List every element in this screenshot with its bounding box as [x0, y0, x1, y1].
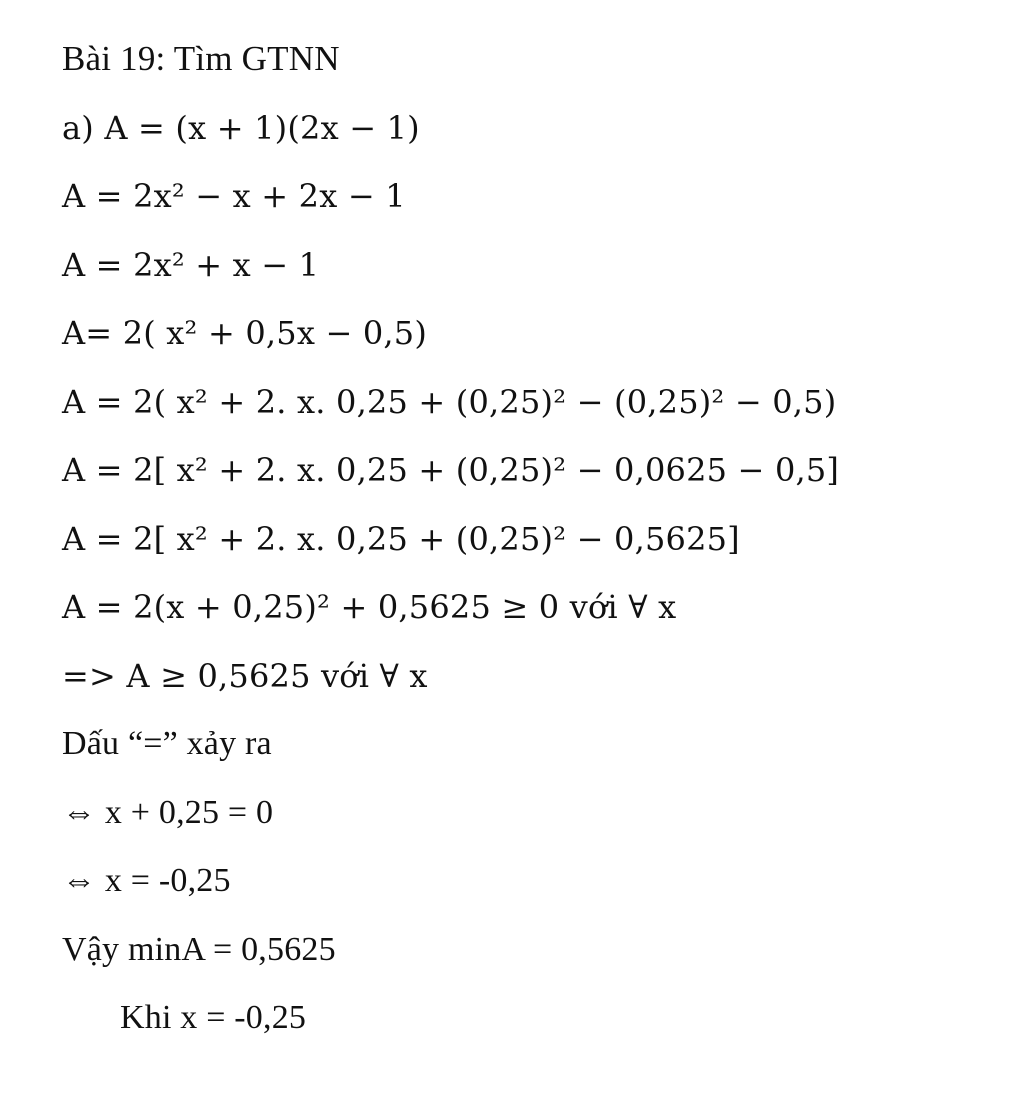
minimum-at-x: Khi x = -0,25 — [120, 999, 307, 1036]
equality-solution: ⇔ x = -0,25 — [62, 862, 231, 899]
equality-condition-label: Dấu “=” xảy ra — [62, 725, 272, 762]
simplified-step: A = 2x² + x − 1 — [62, 245, 320, 284]
equality-equation: ⇔ x + 0,25 = 0 — [62, 793, 274, 831]
exercise-title: Bài 19: Tìm GTNN — [62, 39, 340, 78]
square-form-inequality: A = 2(x + 0,25)² + 0,5625 ≥ 0 với ∀ x — [62, 588, 677, 626]
factor-step: A= 2( x² + 0,5x − 0,5) — [62, 314, 428, 352]
complete-square-step-3: A = 2[ x² + 2. x. 0,25 + (0,25)² − 0,5625] — [62, 519, 740, 558]
part-a-expression: a) A = (x + 1)(2x − 1) — [62, 108, 420, 147]
complete-square-step-1: A = 2( x² + 2. x. 0,25 + (0,25)² − (0,25)² − 0,5) — [62, 382, 837, 421]
lower-bound-conclusion: => A ≥ 0,5625 với ∀ x — [62, 656, 428, 695]
expansion-step: A = 2x² − x + 2x − 1 — [62, 177, 406, 215]
minimum-result: Vậy minA = 0,5625 — [62, 930, 336, 968]
complete-square-step-2: A = 2[ x² + 2. x. 0,25 + (0,25)² − 0,0625 − 0,5] — [62, 451, 840, 489]
document-body — [62, 34, 1002, 1062]
